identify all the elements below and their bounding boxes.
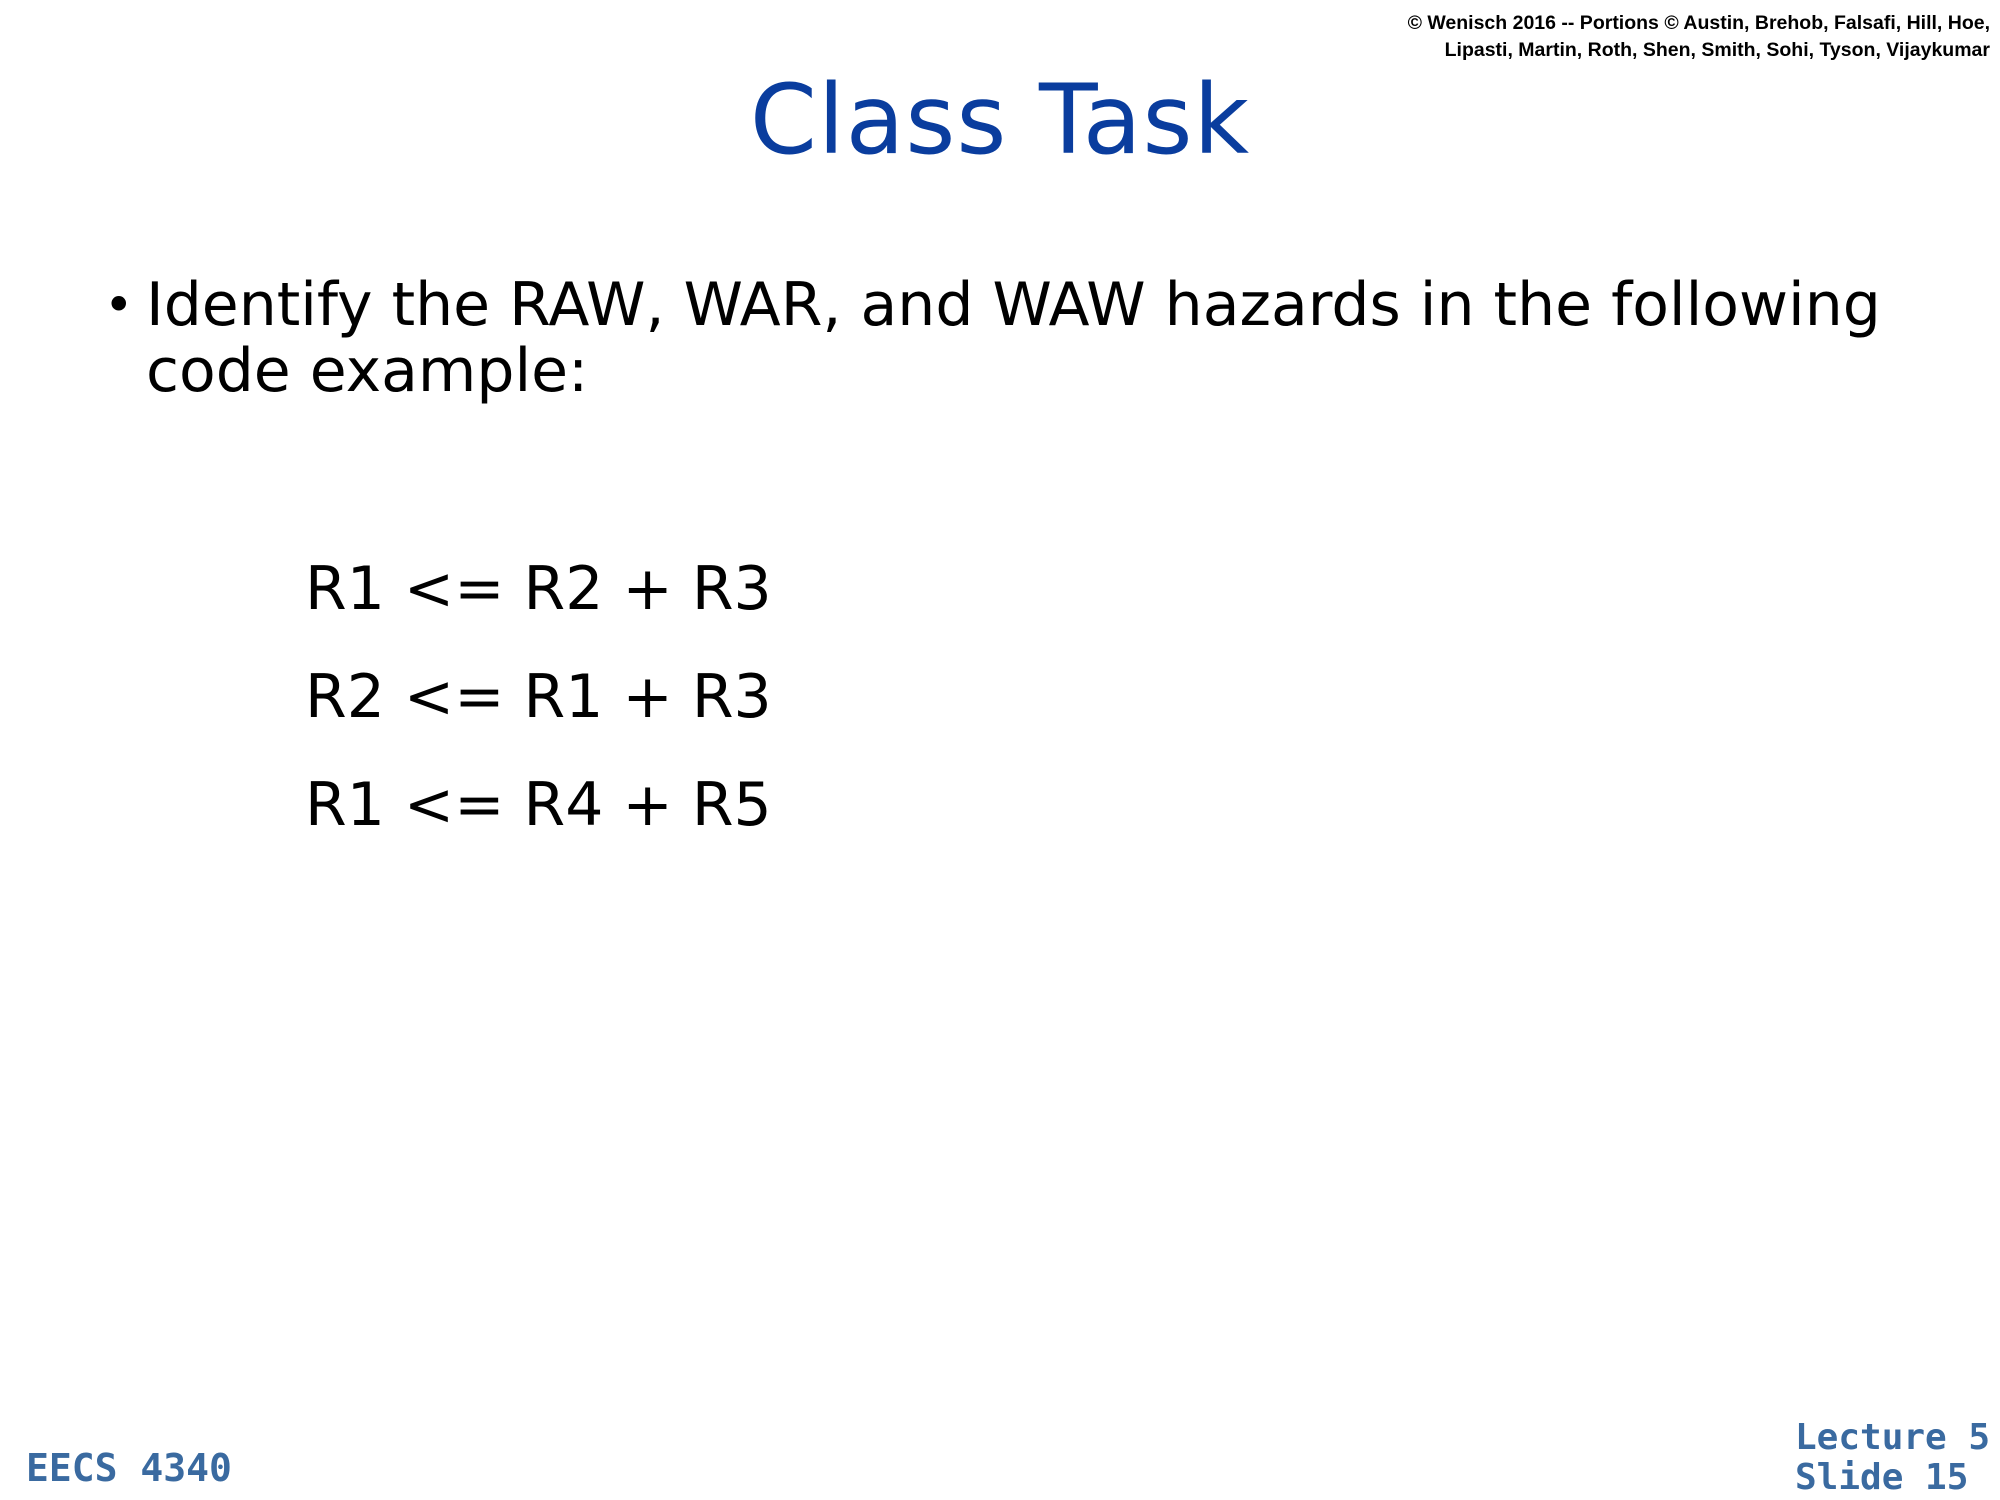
lecture-label: Lecture 5	[1795, 1417, 1991, 1458]
code-line-1: R1 <= R2 + R3	[305, 554, 772, 624]
copyright-line-2: Lipasti, Martin, Roth, Shen, Smith, Sohi, Tyson, Vijaykumar	[1444, 39, 1990, 61]
copyright-notice	[1230, 10, 1990, 64]
course-label: EECS 4340	[26, 1446, 232, 1490]
slide-number-block	[1795, 1418, 1990, 1498]
slide-label: Slide 15	[1795, 1457, 1969, 1498]
bullet-text: Identify the RAW, WAR, and WAW hazards in the following code example:	[146, 270, 1881, 406]
code-example	[305, 553, 1205, 877]
slide-title: Class Task	[749, 64, 1251, 176]
copyright-line-1: © Wenisch 2016 -- Portions © Austin, Brehob, Falsafi, Hill, Hoe,	[1407, 12, 1990, 34]
code-line-2: R2 <= R1 + R3	[305, 662, 772, 732]
code-line-3: R1 <= R4 + R5	[305, 770, 772, 840]
bullet-item	[104, 272, 1924, 404]
bullet-dot-icon: •	[104, 276, 134, 334]
